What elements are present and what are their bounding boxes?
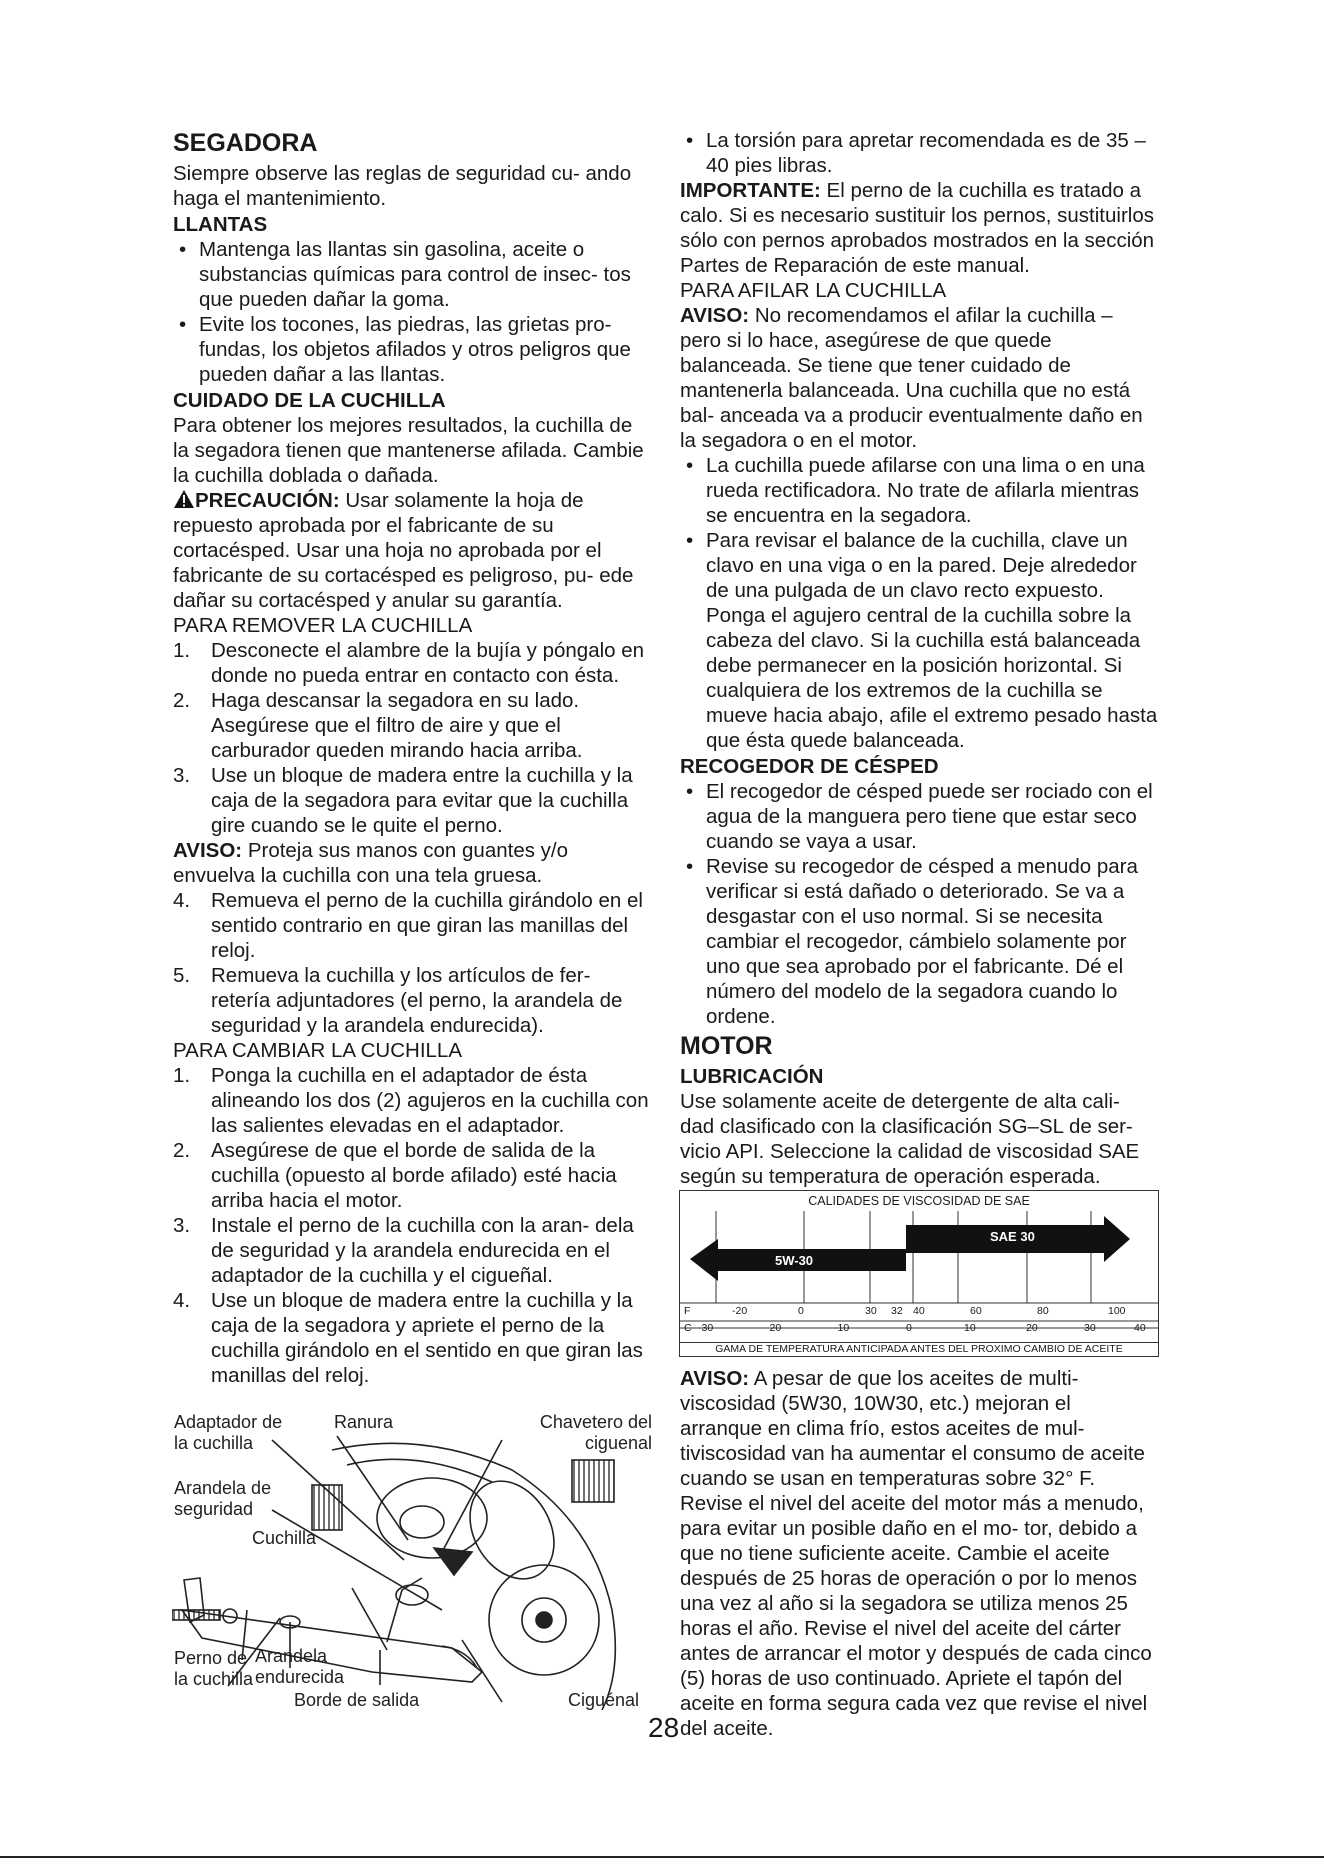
change-heading: PARA CAMBIAR LA CUCHILLA — [173, 1039, 462, 1062]
bottom-rule — [0, 1856, 1324, 1858]
step-text: Remueva el perno de la cuchilla girándolo en el sentido contrario en que giran las manillas del reloj. — [211, 889, 643, 962]
blade-care-text: Para obtener los mejores resultados, la cuchilla de la segadora tienen que mantenerse afilada. Cambie la cuchilla doblada o dañada. — [173, 414, 644, 487]
step-number: 5. — [173, 964, 191, 987]
list-item — [173, 1288, 651, 1388]
step-text: Instale el perno de la cuchilla con la aran- dela de seguridad y la arandela endurecida en el adaptador de la cuchilla y el cigueñal. — [211, 1214, 634, 1287]
caution-text: Usar solamente la hoja de repuesto aprobada por el fabricante de su cortacésped. Usar una hoja no aprobada por el fabricante de su cortacésped es peligroso, pu- ede dañar su cortacésped y anular su garantía. — [173, 489, 634, 612]
label-trailing-edge: Borde de salida — [294, 1690, 420, 1710]
aviso-paragraph-oil — [680, 1366, 1158, 1741]
caution-label: PRECAUCIÓN: — [195, 489, 340, 512]
grass-catcher-heading: RECOGEDOR DE CÉSPED — [680, 755, 939, 778]
remove-steps-b — [173, 888, 651, 1038]
aviso-paragraph-gloves — [173, 838, 651, 888]
change-steps — [173, 1063, 651, 1388]
step-text: Asegúrese de que el borde de salida de la cuchilla (opuesto al borde afilado) esté hacia arriba hacia el motor. — [211, 1139, 617, 1212]
list-item — [173, 1063, 651, 1138]
tick-label: 32 — [891, 1305, 903, 1317]
step-number: 2. — [173, 1139, 191, 1162]
tick-label: 40 — [913, 1305, 925, 1317]
tick-label: -10 — [834, 1322, 850, 1334]
grass-catcher-list — [680, 779, 1158, 1029]
list-item: • Evite los tocones, las piedras, las grietas pro- fundas, los objetos afilados y otros peligros que pueden dañar a las llantas. — [173, 312, 651, 387]
tick-label: 30 — [865, 1305, 877, 1317]
section-title-segadora: SEGADORA — [173, 129, 318, 157]
label-slot: Ranura — [334, 1412, 394, 1432]
aviso-text: No recomendamos el afilar la cuchilla – pero si lo hace, asegúrese de que quede balanceada. Se tiene que tener cuidado de mantenerla balanceada. Una cuchilla que no está bal- anceada va a producir eventualmente daño en la segadora o en el motor. — [680, 304, 1143, 452]
list-item: • El recogedor de césped puede ser rociado con el agua de la manguera pero tiene que estar seco cuando se vaya a usar. — [680, 779, 1158, 854]
important-paragraph — [680, 178, 1158, 278]
list-item — [173, 963, 651, 1038]
fahrenheit-label: F — [684, 1305, 691, 1317]
warning-triangle-icon — [173, 489, 195, 509]
list-item: • La cuchilla puede afilarse con una lima o en una rueda rectificadora. No trate de afilarla mientras se encuentra en la segadora. — [680, 453, 1158, 528]
celsius-label: C — [684, 1322, 692, 1334]
list-item: • Mantenga las llantas sin gasolina, aceite o substancias químicas para control de insec- tos que pueden dañar la goma. — [173, 237, 651, 312]
important-label: IMPORTANTE: — [680, 179, 821, 202]
label-adapter: Adaptador de la cuchilla — [174, 1412, 283, 1453]
page-number: 28 — [648, 1712, 680, 1743]
tires-heading: LLANTAS — [173, 213, 268, 236]
list-item — [173, 1138, 651, 1213]
step-number: 3. — [173, 1214, 191, 1237]
step-text: Haga descansar la segadora en su lado. Asegúrese que el filtro de aire y que el carburador queden mirando hacia arriba. — [211, 689, 583, 762]
list-item — [173, 688, 651, 763]
torque-list — [680, 128, 1158, 178]
tick-label: -20 — [766, 1322, 782, 1334]
tick-label: 40 — [1134, 1322, 1146, 1334]
list-item — [173, 1213, 651, 1288]
aviso-label: AVISO: — [173, 839, 243, 862]
step-number: 2. — [173, 689, 191, 712]
sae30-label: SAE 30 — [990, 1229, 1035, 1244]
viscosity-chart — [679, 1190, 1159, 1343]
list-item: • Para revisar el balance de la cuchilla, clave un clavo en una viga o en la pared. Deje alrededor de una pulgada de un clavo recto expuesto. Ponga el agujero central de la cuchilla sobre la cabeza del clavo. Si la cuchilla está balanceada debe permanecer en la posición horizontal. Si cualquiera de los extremos de la cuchilla se mueve hacia abajo, afile el extremo pesado hasta que ésta quede balanceada. — [680, 528, 1158, 753]
aviso-paragraph-sharpen — [680, 303, 1158, 453]
tick-label: -30 — [698, 1322, 714, 1334]
caution-paragraph — [173, 488, 651, 613]
step-text: Remueva la cuchilla y los artículos de fer- retería adjuntadores (el perno, la arandela de seguridad y la arandela endurecida). — [211, 964, 623, 1037]
aviso-text: A pesar de que los aceites de multi- viscosidad (5W30, 10W30, etc.) mejoran el arranque en clima frío, estos aceites de mul- tiviscosidad van ha aumentar el consumo de aceite cuando se usan en temperaturas sobre 32° F. Revise el nivel del aceite del motor más a menudo, para evitar un posible daño en el mo- tor, debido a que no tiene suficiente aceite. Cambie el aceite después de 25 horas de operación o por lo menos una vez al año si la segadora se utiliza menos 25 horas el año. Revise el nivel del aceite del cárter antes de arrancar el motor y después de cada cinco (5) horas de uso continuado. Apriete el tapón del aceite en forma segura cada vez que revise el nivel del aceite. — [680, 1367, 1152, 1740]
remove-steps-a — [173, 638, 651, 838]
tick-label: 100 — [1108, 1305, 1126, 1317]
intro-text: Siempre observe las reglas de seguridad cu- ando haga el mantenimiento. — [173, 162, 632, 210]
label-crankshaft: Ciguénal — [568, 1690, 640, 1710]
aviso-label: AVISO: — [680, 1367, 750, 1390]
tick-label: 30 — [1084, 1322, 1096, 1334]
celsius-scale — [680, 1324, 1158, 1338]
list-item — [173, 888, 651, 963]
tick-label: 0 — [906, 1322, 912, 1334]
sharpen-list — [680, 453, 1158, 753]
lubrication-text: Use solamente aceite de detergente de alta cali- dad clasificado con la clasificación SG–SL de ser- vicio API. Seleccione la calidad de viscosidad SAE según su temperatura de operación esperada. — [680, 1090, 1140, 1188]
right-column — [680, 128, 1158, 1189]
label-hardened-washer: Arandela endurecida — [255, 1646, 345, 1687]
tick-label: 80 — [1037, 1305, 1049, 1317]
step-number: 1. — [173, 1064, 191, 1087]
left-column — [173, 128, 651, 1388]
list-item — [173, 763, 651, 838]
tires-list — [173, 237, 651, 387]
step-number: 4. — [173, 889, 191, 912]
label-blade: Cuchilla — [252, 1528, 317, 1548]
blade-care-heading: CUIDADO DE LA CUCHILLA — [173, 389, 446, 412]
step-text: Use un bloque de madera entre la cuchilla y la caja de la segadora y apriete el perno de la cuchilla girándolo en el sentido en que giran las manillas del reloj. — [211, 1289, 643, 1387]
sharpen-heading: PARA AFILAR LA CUCHILLA — [680, 279, 947, 302]
list-item: • La torsión para apretar recomendada es de 35 – 40 pies libras. — [680, 128, 1158, 178]
viscosity-chart-footer: GAMA DE TEMPERATURA ANTICIPADA ANTES DEL PROXIMO CAMBIO DE ACEITE — [679, 1343, 1159, 1357]
tick-label: 60 — [970, 1305, 982, 1317]
step-text: Desconecte el alambre de la bujía y póngalo en donde no pueda entrar en contacto con ésta. — [211, 639, 645, 687]
blade-assembly-figure — [172, 1410, 654, 1710]
step-number: 4. — [173, 1289, 191, 1312]
w530-label: 5W-30 — [775, 1253, 814, 1268]
aviso-label: AVISO: — [680, 304, 750, 327]
remove-heading: PARA REMOVER LA CUCHILLA — [173, 614, 473, 637]
tick-label: 10 — [964, 1322, 976, 1334]
label-keyway: Chavetero del ciguenal — [539, 1412, 652, 1453]
section-title-motor: MOTOR — [680, 1032, 773, 1060]
list-item — [173, 638, 651, 688]
tick-label: -20 — [732, 1305, 748, 1317]
viscosity-chart-title: CALIDADES DE VISCOSIDAD DE SAE — [808, 1194, 1030, 1208]
list-item: • Revise su recogedor de césped a menudo para verificar si está dañado o deteriorado. Se va a desgastar con el uso normal. Si se necesita cambiar el recogedor, cámbielo solamente por uno que sea aprobado por el fabricante. Dé el número del modelo de la segadora cuando lo ordene. — [680, 854, 1158, 1029]
step-number: 3. — [173, 764, 191, 787]
viscosity-chart-drawing — [680, 1191, 1158, 1342]
fahrenheit-scale — [680, 1305, 1158, 1319]
label-bolt: Perno de la cuchilla — [174, 1648, 254, 1689]
important-text: El perno de la cuchilla es tratado a calo. Si es necesario sustituir los pernos, sustituirlos sólo con pernos aprobados mostrados en la sección Partes de Reparación de este manual. — [680, 179, 1155, 277]
tick-label: 20 — [1026, 1322, 1038, 1334]
step-text: Use un bloque de madera entre la cuchilla y la caja de la segadora para evitar que la cuchilla gire cuando se le quite el perno. — [211, 764, 633, 837]
oil-aviso-block — [680, 1366, 1158, 1741]
step-number: 1. — [173, 639, 191, 662]
tick-label: 0 — [798, 1305, 804, 1317]
aviso-text: Proteja sus manos con guantes y/o envuelva la cuchilla con una tela gruesa. — [173, 839, 569, 887]
lubrication-heading: LUBRICACIÓN — [680, 1065, 824, 1088]
step-text: Ponga la cuchilla en el adaptador de ésta alineando los dos (2) agujeros en la cuchilla con las salientes elevadas en el adaptador. — [211, 1064, 649, 1137]
label-lock-washer: Arandela de seguridad — [174, 1478, 272, 1519]
